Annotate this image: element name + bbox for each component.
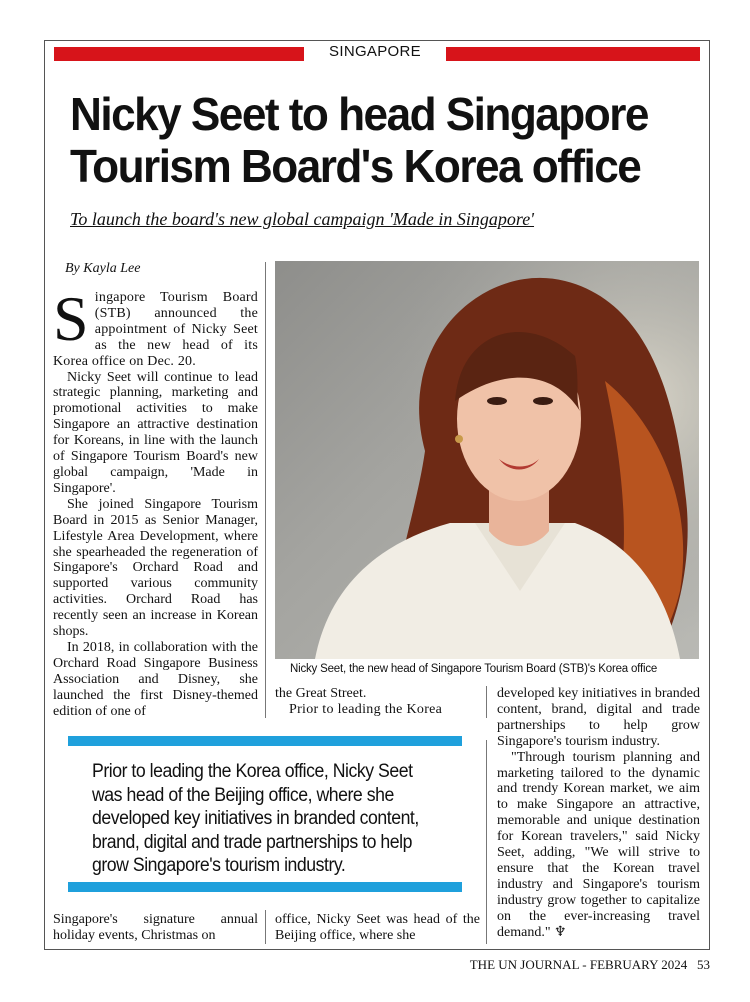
pull-quote-bar-bottom [68,882,462,892]
article-column-2 [275,686,480,718]
publication-name: THE UN JOURNAL - FEBRUARY 2024 [469,957,688,972]
paragraph-3: She joined Singapore Tourism Board in 2015 as Senior Manager, Lifestyle Area Development, where she spearheaded the regeneration of Singapore's Orchard Road and supported various community activities. Orchard Road has recently seen an increase in Korean shops. [53,496,258,640]
subheadline: To launch the board's new global campaign 'Made in Singapore' [70,209,535,229]
section-bar-right [446,47,700,61]
column-divider [486,686,487,718]
page-number: 53 [697,957,710,972]
paragraph-continued: office, Nicky Seet was head of the Beijing office, where she [275,912,480,943]
paragraph-continued: Singapore's signature annual holiday events, Christmas on [53,912,258,943]
photo-caption: Nicky Seet, the new head of Singapore Tourism Board (STB)'s Korea office [290,663,658,675]
portrait-illustration [275,261,699,659]
column-divider [265,262,266,718]
paragraph-7: developed key initiatives in branded content, brand, digital and trade partnerships to help grow Singapore's tourism industry. [497,686,700,749]
end-mark-icon: ♆ [554,924,567,940]
paragraph-1: ingapore Tourism Board (STB) announced the appointment of Nicky Seet as the new head of its Korea office on Dec. 20. [53,290,258,369]
paragraph-2: Nicky Seet will continue to lead strategic planning, marketing and promotional activities to make Singapore an attractive destination for Koreans, in line with the launch of Singapore Tourism Board's new global campaign, 'Made in Singapore'. [53,369,258,496]
column-divider [265,910,266,944]
article-column-1 [53,283,258,719]
section-label: SINGAPORE [329,43,421,60]
byline: By Kayla Lee [65,261,141,276]
article-column-2-continued [275,912,480,944]
portrait-photo [275,261,699,659]
paragraph-4: In 2018, in collaboration with the Orchard Road Singapore Business Association and Disney, she launched the first Disney-themed edition of one of [53,639,258,719]
section-bar-left [54,47,304,61]
pull-quote: Prior to leading the Korea office, Nicky Seet was head of the Beijing office, where she developed key initiatives in branded content, brand, digital and trade partnerships to help grow Singapore's tourism industry. [92,761,419,876]
paragraph-5: the Great Street. [275,686,367,701]
pull-quote-bar-top [68,736,462,746]
drop-cap: S [53,283,89,354]
article-column-3 [497,686,700,941]
headline: Nicky Seet to head Singapore Tourism Board's Korea office [70,88,648,192]
paragraph-8: "Through tourism planning and marketing tailored to the dynamic and trendy Korean market, we aim to make Singapore an attractive, memorable and unique destination for Korean travelers," said Nicky Seet, adding, "We will strive to ensure that the Korean travel industry and Singapore's tourism industry grow together to capitalize on the ever-increasing travel demand." ♆ [497,749,700,940]
column-divider [486,740,487,944]
article-column-1-continued [53,912,258,944]
paragraph-6: Prior to leading the Korea [289,701,443,717]
page-footer [470,957,710,973]
